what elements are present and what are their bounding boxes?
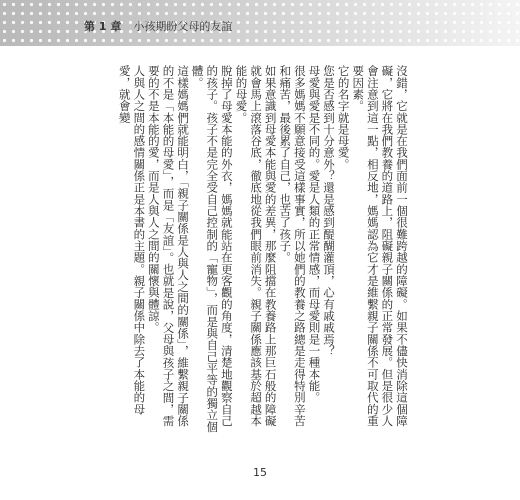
paragraph: 這樣媽媽們就能明白，「親子關係是人與人之間的關係」，維繫親子關係的不是「本能的母愛」，而是「友誼」。也就是說，父母與孩子之間，需要的不是本能的愛，而是人與人之間的關懷與體諒。 [146,65,191,427]
paragraph: 人與人之間的感情關係正是本書的主題。親子關係中除去了本能的母愛，就會變 [117,65,147,415]
paragraph: 很多媽媽不願意接受這樣事實，所以她們的教養之路總是走得特別辛苦和痛苦，最後累了自己，也苦了孩子。 [278,65,307,427]
paragraph: 脫掉了母愛本能的外衣，媽媽就能站在更客觀的角度，清楚地觀察自己的孩子。孩子不是完全受自己控制的「寵物」，而是與自己平等的獨立個體。 [190,65,234,433]
paragraph: 沒錯，它就是在我們面前一個很難跨越的障礙。如果不儘快消除這個障礙，它將在我們教養的道路上，阻礙親子關係的正常發展。但是很少人會注意到這一點，相反地，媽媽認為它才是維繫親子關係不可取代的重要因素。 [351,65,409,427]
paragraph: 母愛與愛是不同的。愛是人類的正常情感，而母愛則是一種本能。 [307,65,322,404]
chapter-label: 第 1 章 [84,20,122,33]
paragraph: 如果意識到母愛本能與愛的差異，那麼阻擋在教養路上那巨石般的障礙就會馬上滾落谷底，徹底地從我們眼前消失。親子關係應該基於超越本能的母愛。 [234,65,278,427]
page-number: 15 [253,466,267,479]
paragraph: 它的名字就是母愛。 [336,65,351,170]
vertical-body-text [108,65,409,437]
paragraph: 您是否感到十分意外？還是感到醍醐灌頂，心有戚戚焉？ [322,65,337,357]
chapter-title: 小孩期盼父母的友誼 [133,20,233,33]
running-header [84,16,304,36]
chapter-header-band [0,0,520,46]
